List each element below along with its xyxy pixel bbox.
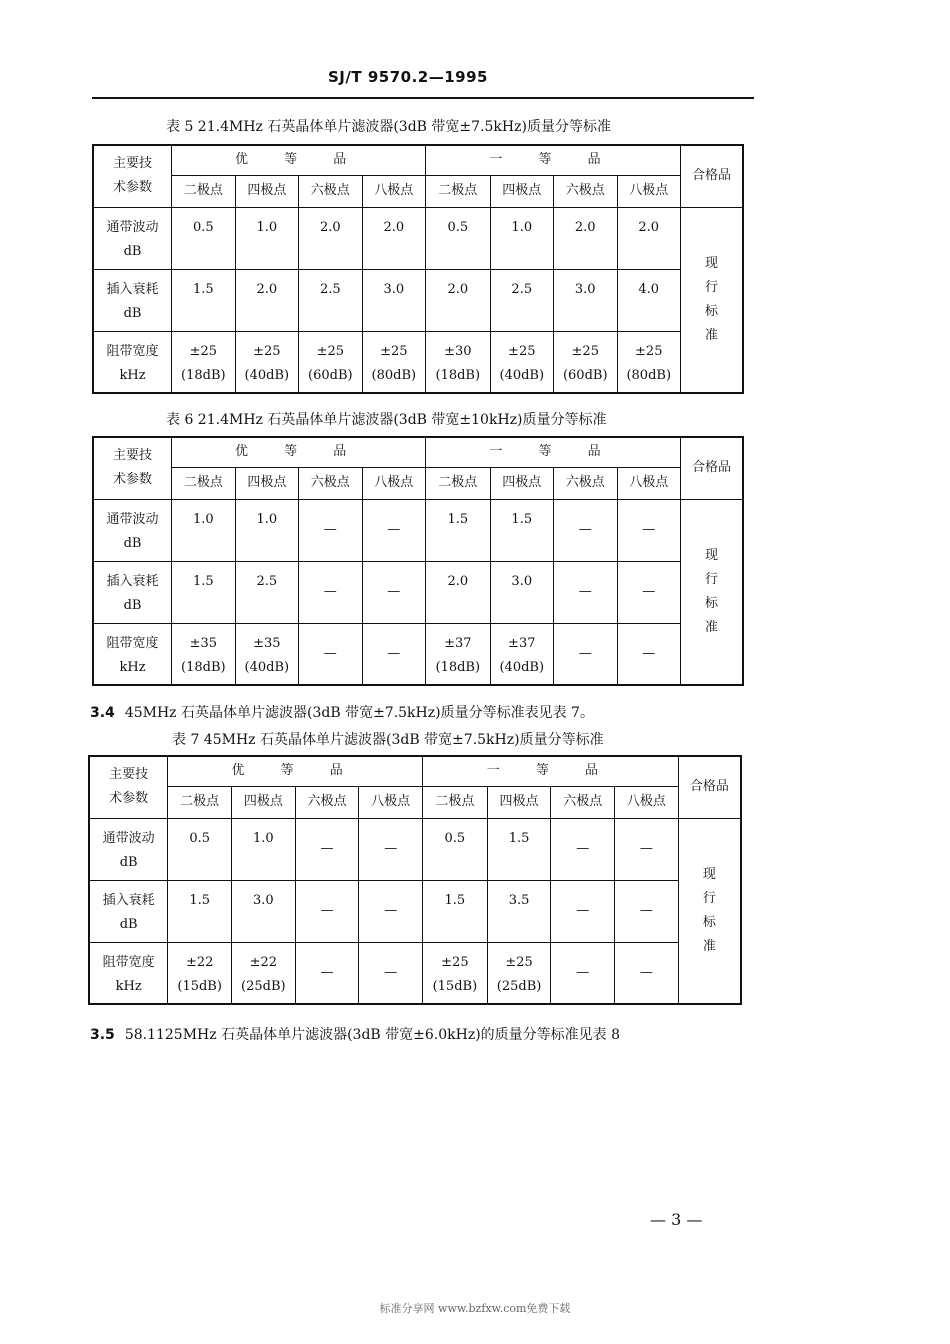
- value-cell: [235, 561, 298, 623]
- value-cell: [362, 499, 426, 561]
- value-cell: [554, 561, 617, 623]
- value-cell: [423, 818, 488, 880]
- value-line: 0.5: [192, 219, 214, 235]
- dash-value: —: [320, 964, 334, 980]
- standard-code-header: SJ/T 9570.2—1995: [328, 68, 488, 86]
- value-cell: [551, 818, 615, 880]
- param-name-cell: [89, 942, 168, 1004]
- pole-header-cell: 六极点: [299, 175, 362, 207]
- param-header-line: 主要技: [109, 767, 149, 783]
- value-cell: [490, 623, 553, 685]
- value-cell: [362, 331, 426, 393]
- dash-value: —: [320, 903, 334, 918]
- pole-header-cell: 六极点: [554, 467, 617, 499]
- paragraph-number: 3.4: [90, 705, 115, 721]
- pole-header-cell: 四极点: [235, 467, 298, 499]
- value-cell: [299, 561, 362, 623]
- table-7: [88, 755, 742, 1005]
- value-line: 1.5: [192, 573, 214, 589]
- pole-header-cell: 二极点: [426, 467, 490, 499]
- param-name-line: dB: [119, 916, 138, 932]
- value-line: (80dB): [371, 367, 417, 383]
- qualified-char: 标: [704, 303, 718, 319]
- value-line: ±22: [249, 954, 278, 970]
- dash-value: —: [576, 964, 590, 980]
- value-cell: [362, 623, 426, 685]
- pole-header-cell: 八极点: [615, 786, 679, 818]
- table-pole-row: [93, 467, 743, 499]
- value-line: (40dB): [244, 659, 290, 675]
- value-line: 1.5: [444, 892, 466, 908]
- grade-superior-header: 优 等 品: [172, 437, 426, 467]
- value-cell: [617, 623, 681, 685]
- value-line: (18dB): [181, 659, 226, 675]
- value-line: ±25: [316, 343, 345, 359]
- value-line: ±25: [635, 343, 663, 359]
- value-cell: [615, 880, 679, 942]
- table-5: [92, 144, 744, 394]
- value-line: (15dB): [177, 978, 222, 994]
- grade-first-header: 一 等 品: [426, 437, 681, 467]
- dash-value: —: [387, 584, 401, 599]
- param-name-line: 插入衰耗: [106, 281, 159, 297]
- table-row: [89, 818, 741, 880]
- pole-header-cell: 四极点: [235, 175, 298, 207]
- value-cell: [551, 942, 615, 1004]
- value-cell: [490, 499, 553, 561]
- value-line: 1.5: [447, 511, 469, 527]
- value-cell: [617, 331, 681, 393]
- table-row: [89, 880, 741, 942]
- table-header-row: [93, 437, 743, 467]
- param-name-line: 插入衰耗: [106, 573, 159, 589]
- value-line: (15dB): [432, 978, 478, 994]
- dash-value: —: [642, 645, 656, 661]
- value-cell: [235, 269, 298, 331]
- param-name-cell: [93, 269, 172, 331]
- value-cell: [235, 331, 298, 393]
- qualified-value-cell: [681, 207, 744, 393]
- qualified-char: 现: [704, 547, 718, 563]
- value-cell: [487, 818, 551, 880]
- value-cell: [490, 561, 553, 623]
- param-header-cell: [93, 145, 172, 207]
- value-line: 1.5: [508, 830, 530, 846]
- param-name-line: dB: [119, 854, 138, 870]
- param-name-cell: [93, 561, 172, 623]
- dash-value: —: [387, 645, 401, 661]
- value-cell: [551, 880, 615, 942]
- value-line: (60dB): [562, 367, 608, 383]
- grade-qualified-header: 合格品: [681, 145, 744, 207]
- dash-value: —: [323, 645, 337, 661]
- value-line: (80dB): [626, 367, 672, 383]
- param-name-line: 插入衰耗: [102, 892, 155, 908]
- qualified-char: 现: [702, 866, 716, 882]
- dash-value: —: [384, 841, 398, 856]
- table-row: [93, 499, 743, 561]
- value-cell: [299, 623, 362, 685]
- value-line: 2.5: [511, 281, 533, 297]
- dash-value: —: [576, 903, 590, 918]
- value-cell: [172, 561, 235, 623]
- value-line: (18dB): [435, 367, 481, 383]
- pole-header-cell: 二极点: [423, 786, 488, 818]
- pole-header-cell: 六极点: [554, 175, 617, 207]
- param-name-line: kHz: [115, 978, 142, 994]
- value-line: (40dB): [499, 659, 545, 675]
- value-line: (18dB): [435, 659, 481, 675]
- value-cell: [554, 331, 617, 393]
- grade-first-header: 一 等 品: [423, 756, 679, 786]
- value-line: 0.5: [447, 219, 469, 235]
- value-line: 0.5: [444, 830, 466, 846]
- table-6: [92, 436, 744, 686]
- value-line: ±37: [444, 635, 472, 651]
- qualified-char: 行: [704, 279, 718, 295]
- param-name-line: 阻带宽度: [102, 954, 155, 970]
- param-header-line: 术参数: [113, 180, 153, 196]
- value-line: 1.0: [256, 219, 278, 235]
- dash-value: —: [320, 841, 334, 856]
- dash-value: —: [642, 584, 656, 599]
- pole-header-cell: 四极点: [490, 467, 553, 499]
- value-line: 4.0: [638, 281, 660, 297]
- dash-value: —: [642, 522, 656, 537]
- header-rule: [92, 97, 754, 99]
- value-cell: [235, 499, 298, 561]
- param-header-cell: [89, 756, 168, 818]
- value-cell: [172, 207, 235, 269]
- value-line: 1.5: [192, 281, 214, 297]
- value-line: 2.5: [256, 573, 278, 589]
- table-pole-row: [89, 786, 741, 818]
- table-row: [89, 942, 741, 1004]
- param-header-line: 术参数: [109, 791, 149, 807]
- value-cell: [615, 818, 679, 880]
- value-line: 3.5: [508, 892, 530, 908]
- value-line: 2.0: [383, 219, 405, 235]
- dash-value: —: [639, 964, 653, 980]
- value-cell: [362, 561, 426, 623]
- value-line: 3.0: [574, 281, 596, 297]
- value-line: ±22: [185, 954, 214, 970]
- dash-value: —: [576, 841, 590, 856]
- paragraph-text: 45MHz 石英晶体单片滤波器(3dB 带宽±7.5kHz)质量分等标准表见表 7。: [124, 705, 594, 721]
- value-cell: [232, 880, 296, 942]
- value-cell: [615, 942, 679, 1004]
- value-cell: [554, 207, 617, 269]
- param-name-cell: [89, 880, 168, 942]
- table-header-row: [89, 756, 741, 786]
- grade-qualified-header: 合格品: [678, 756, 741, 818]
- value-line: 2.5: [319, 281, 341, 297]
- value-cell: [554, 499, 617, 561]
- paragraph-number: 3.5: [90, 1027, 115, 1043]
- value-cell: [426, 561, 490, 623]
- value-line: ±35: [253, 635, 281, 651]
- value-line: 1.0: [256, 511, 278, 527]
- qualified-char: 行: [704, 571, 718, 587]
- value-cell: [168, 942, 232, 1004]
- qualified-value-cell: [678, 818, 741, 1004]
- value-cell: [554, 623, 617, 685]
- pole-header-cell: 二极点: [172, 467, 235, 499]
- table-row: [93, 207, 743, 269]
- grade-superior-header: 优 等 品: [168, 756, 423, 786]
- table-row: [93, 623, 743, 685]
- param-header-line: 术参数: [113, 472, 153, 488]
- param-name-cell: [93, 207, 172, 269]
- value-cell: [490, 331, 553, 393]
- qualified-char: 准: [704, 619, 718, 635]
- param-name-line: kHz: [119, 367, 146, 383]
- pole-header-cell: 八极点: [617, 467, 681, 499]
- param-name-line: dB: [123, 305, 142, 321]
- table-row: [93, 269, 743, 331]
- param-name-line: 通带波动: [106, 511, 159, 527]
- value-cell: [490, 207, 553, 269]
- value-line: (40dB): [244, 367, 290, 383]
- dash-value: —: [384, 903, 398, 918]
- value-cell: [299, 269, 362, 331]
- pole-header-cell: 二极点: [168, 786, 232, 818]
- value-line: 2.0: [319, 219, 341, 235]
- pole-header-cell: 六极点: [299, 467, 362, 499]
- table-7-caption: 表 7 45MHz 石英晶体单片滤波器(3dB 带宽±7.5kHz)质量分等标准: [172, 732, 604, 748]
- pole-header-cell: 四极点: [487, 786, 551, 818]
- param-name-line: 阻带宽度: [106, 343, 159, 359]
- value-cell: [359, 880, 423, 942]
- dash-value: —: [639, 903, 653, 918]
- value-line: 1.5: [189, 892, 210, 908]
- value-line: (25dB): [496, 978, 542, 994]
- value-cell: [487, 880, 551, 942]
- pole-header-cell: 八极点: [617, 175, 681, 207]
- pole-header-cell: 八极点: [362, 175, 426, 207]
- value-line: 1.5: [511, 511, 533, 527]
- value-line: 1.0: [192, 511, 214, 527]
- value-cell: [299, 331, 362, 393]
- value-cell: [232, 942, 296, 1004]
- param-header-line: 主要技: [113, 156, 153, 172]
- value-line: 3.0: [511, 573, 533, 589]
- value-cell: [423, 942, 488, 1004]
- value-cell: [172, 269, 235, 331]
- pole-header-cell: 八极点: [359, 786, 423, 818]
- pole-header-cell: 二极点: [426, 175, 490, 207]
- grade-superior-header: 优 等 品: [172, 145, 426, 175]
- param-name-line: 阻带宽度: [106, 635, 159, 651]
- pole-header-cell: 二极点: [172, 175, 235, 207]
- value-line: 3.0: [383, 281, 405, 297]
- page-number: — 3 —: [650, 1210, 703, 1229]
- value-cell: [362, 269, 426, 331]
- value-line: (60dB): [308, 367, 353, 383]
- param-name-cell: [93, 499, 172, 561]
- dash-value: —: [578, 522, 592, 537]
- grade-qualified-header: 合格品: [681, 437, 744, 499]
- value-cell: [617, 207, 681, 269]
- paragraph-3-5: [90, 1024, 620, 1044]
- qualified-value-cell: [681, 499, 744, 685]
- value-cell: [490, 269, 553, 331]
- param-name-line: dB: [123, 597, 142, 613]
- value-cell: [172, 623, 235, 685]
- dash-value: —: [578, 584, 592, 599]
- value-cell: [487, 942, 551, 1004]
- pole-header-cell: 四极点: [490, 175, 553, 207]
- value-line: (40dB): [499, 367, 545, 383]
- value-cell: [295, 880, 359, 942]
- value-line: 2.0: [256, 281, 278, 297]
- value-cell: [232, 818, 296, 880]
- param-header-cell: [93, 437, 172, 499]
- dash-value: —: [387, 522, 401, 537]
- value-line: (25dB): [241, 978, 286, 994]
- value-line: ±25: [380, 343, 408, 359]
- value-cell: [295, 942, 359, 1004]
- param-name-cell: [89, 818, 168, 880]
- param-name-line: 通带波动: [102, 830, 155, 846]
- value-cell: [359, 818, 423, 880]
- qualified-char: 准: [702, 938, 716, 954]
- param-name-line: 通带波动: [106, 219, 159, 235]
- dash-value: —: [384, 964, 398, 980]
- value-cell: [617, 499, 681, 561]
- param-header-line: 主要技: [113, 448, 153, 464]
- value-cell: [617, 561, 681, 623]
- dash-value: —: [323, 522, 337, 537]
- value-cell: [168, 880, 232, 942]
- value-line: 1.0: [511, 219, 533, 235]
- value-cell: [426, 623, 490, 685]
- pole-header-cell: 六极点: [551, 786, 615, 818]
- value-cell: [168, 818, 232, 880]
- value-line: 2.0: [574, 219, 596, 235]
- table-5-caption: 表 5 21.4MHz 石英晶体单片滤波器(3dB 带宽±7.5kHz)质量分等标准: [166, 119, 611, 135]
- value-cell: [426, 207, 490, 269]
- value-cell: [617, 269, 681, 331]
- value-line: 1.0: [252, 830, 274, 846]
- value-cell: [299, 207, 362, 269]
- value-line: ±25: [508, 343, 536, 359]
- value-line: 2.0: [447, 573, 469, 589]
- value-cell: [295, 818, 359, 880]
- value-line: ±25: [441, 954, 469, 970]
- pole-header-cell: 四极点: [232, 786, 296, 818]
- value-cell: [235, 207, 298, 269]
- value-line: 3.0: [252, 892, 274, 908]
- value-cell: [423, 880, 488, 942]
- param-name-cell: [93, 331, 172, 393]
- value-line: (18dB): [181, 367, 226, 383]
- table-row: [93, 331, 743, 393]
- value-cell: [362, 207, 426, 269]
- param-name-cell: [93, 623, 172, 685]
- table-row: [93, 561, 743, 623]
- value-cell: [172, 331, 235, 393]
- value-line: ±25: [189, 343, 218, 359]
- value-cell: [426, 499, 490, 561]
- param-name-line: dB: [123, 535, 142, 551]
- footer-watermark: 标准分享网 www.bzfxw.com免费下载: [379, 1302, 571, 1315]
- value-cell: [359, 942, 423, 1004]
- value-line: ±25: [571, 343, 599, 359]
- paragraph-3-4: [90, 702, 594, 722]
- paragraph-text: 58.1125MHz 石英晶体单片滤波器(3dB 带宽±6.0kHz)的质量分等标准见表 8: [124, 1027, 621, 1043]
- qualified-char: 标: [702, 914, 716, 930]
- pole-header-cell: 六极点: [295, 786, 359, 818]
- param-name-line: kHz: [119, 659, 146, 675]
- value-line: ±25: [253, 343, 281, 359]
- table-header-row: [93, 145, 743, 175]
- param-name-line: dB: [123, 243, 142, 259]
- qualified-char: 标: [704, 595, 718, 611]
- value-line: 0.5: [189, 830, 210, 846]
- value-line: ±37: [508, 635, 536, 651]
- value-cell: [426, 331, 490, 393]
- table-pole-row: [93, 175, 743, 207]
- value-cell: [426, 269, 490, 331]
- qualified-char: 现: [704, 255, 718, 271]
- dash-value: —: [639, 841, 653, 856]
- pole-header-cell: 八极点: [362, 467, 426, 499]
- value-line: 2.0: [638, 219, 660, 235]
- dash-value: —: [578, 645, 592, 661]
- value-line: 2.0: [447, 281, 469, 297]
- value-cell: [554, 269, 617, 331]
- value-cell: [235, 623, 298, 685]
- value-line: ±35: [189, 635, 218, 651]
- grade-first-header: 一 等 品: [426, 145, 681, 175]
- qualified-char: 行: [702, 890, 716, 906]
- value-cell: [299, 499, 362, 561]
- qualified-char: 准: [704, 327, 718, 343]
- value-line: ±25: [505, 954, 533, 970]
- value-cell: [172, 499, 235, 561]
- dash-value: —: [323, 584, 337, 599]
- table-6-caption: 表 6 21.4MHz 石英晶体单片滤波器(3dB 带宽±10kHz)质量分等标准: [166, 412, 607, 428]
- value-line: ±30: [444, 343, 472, 359]
